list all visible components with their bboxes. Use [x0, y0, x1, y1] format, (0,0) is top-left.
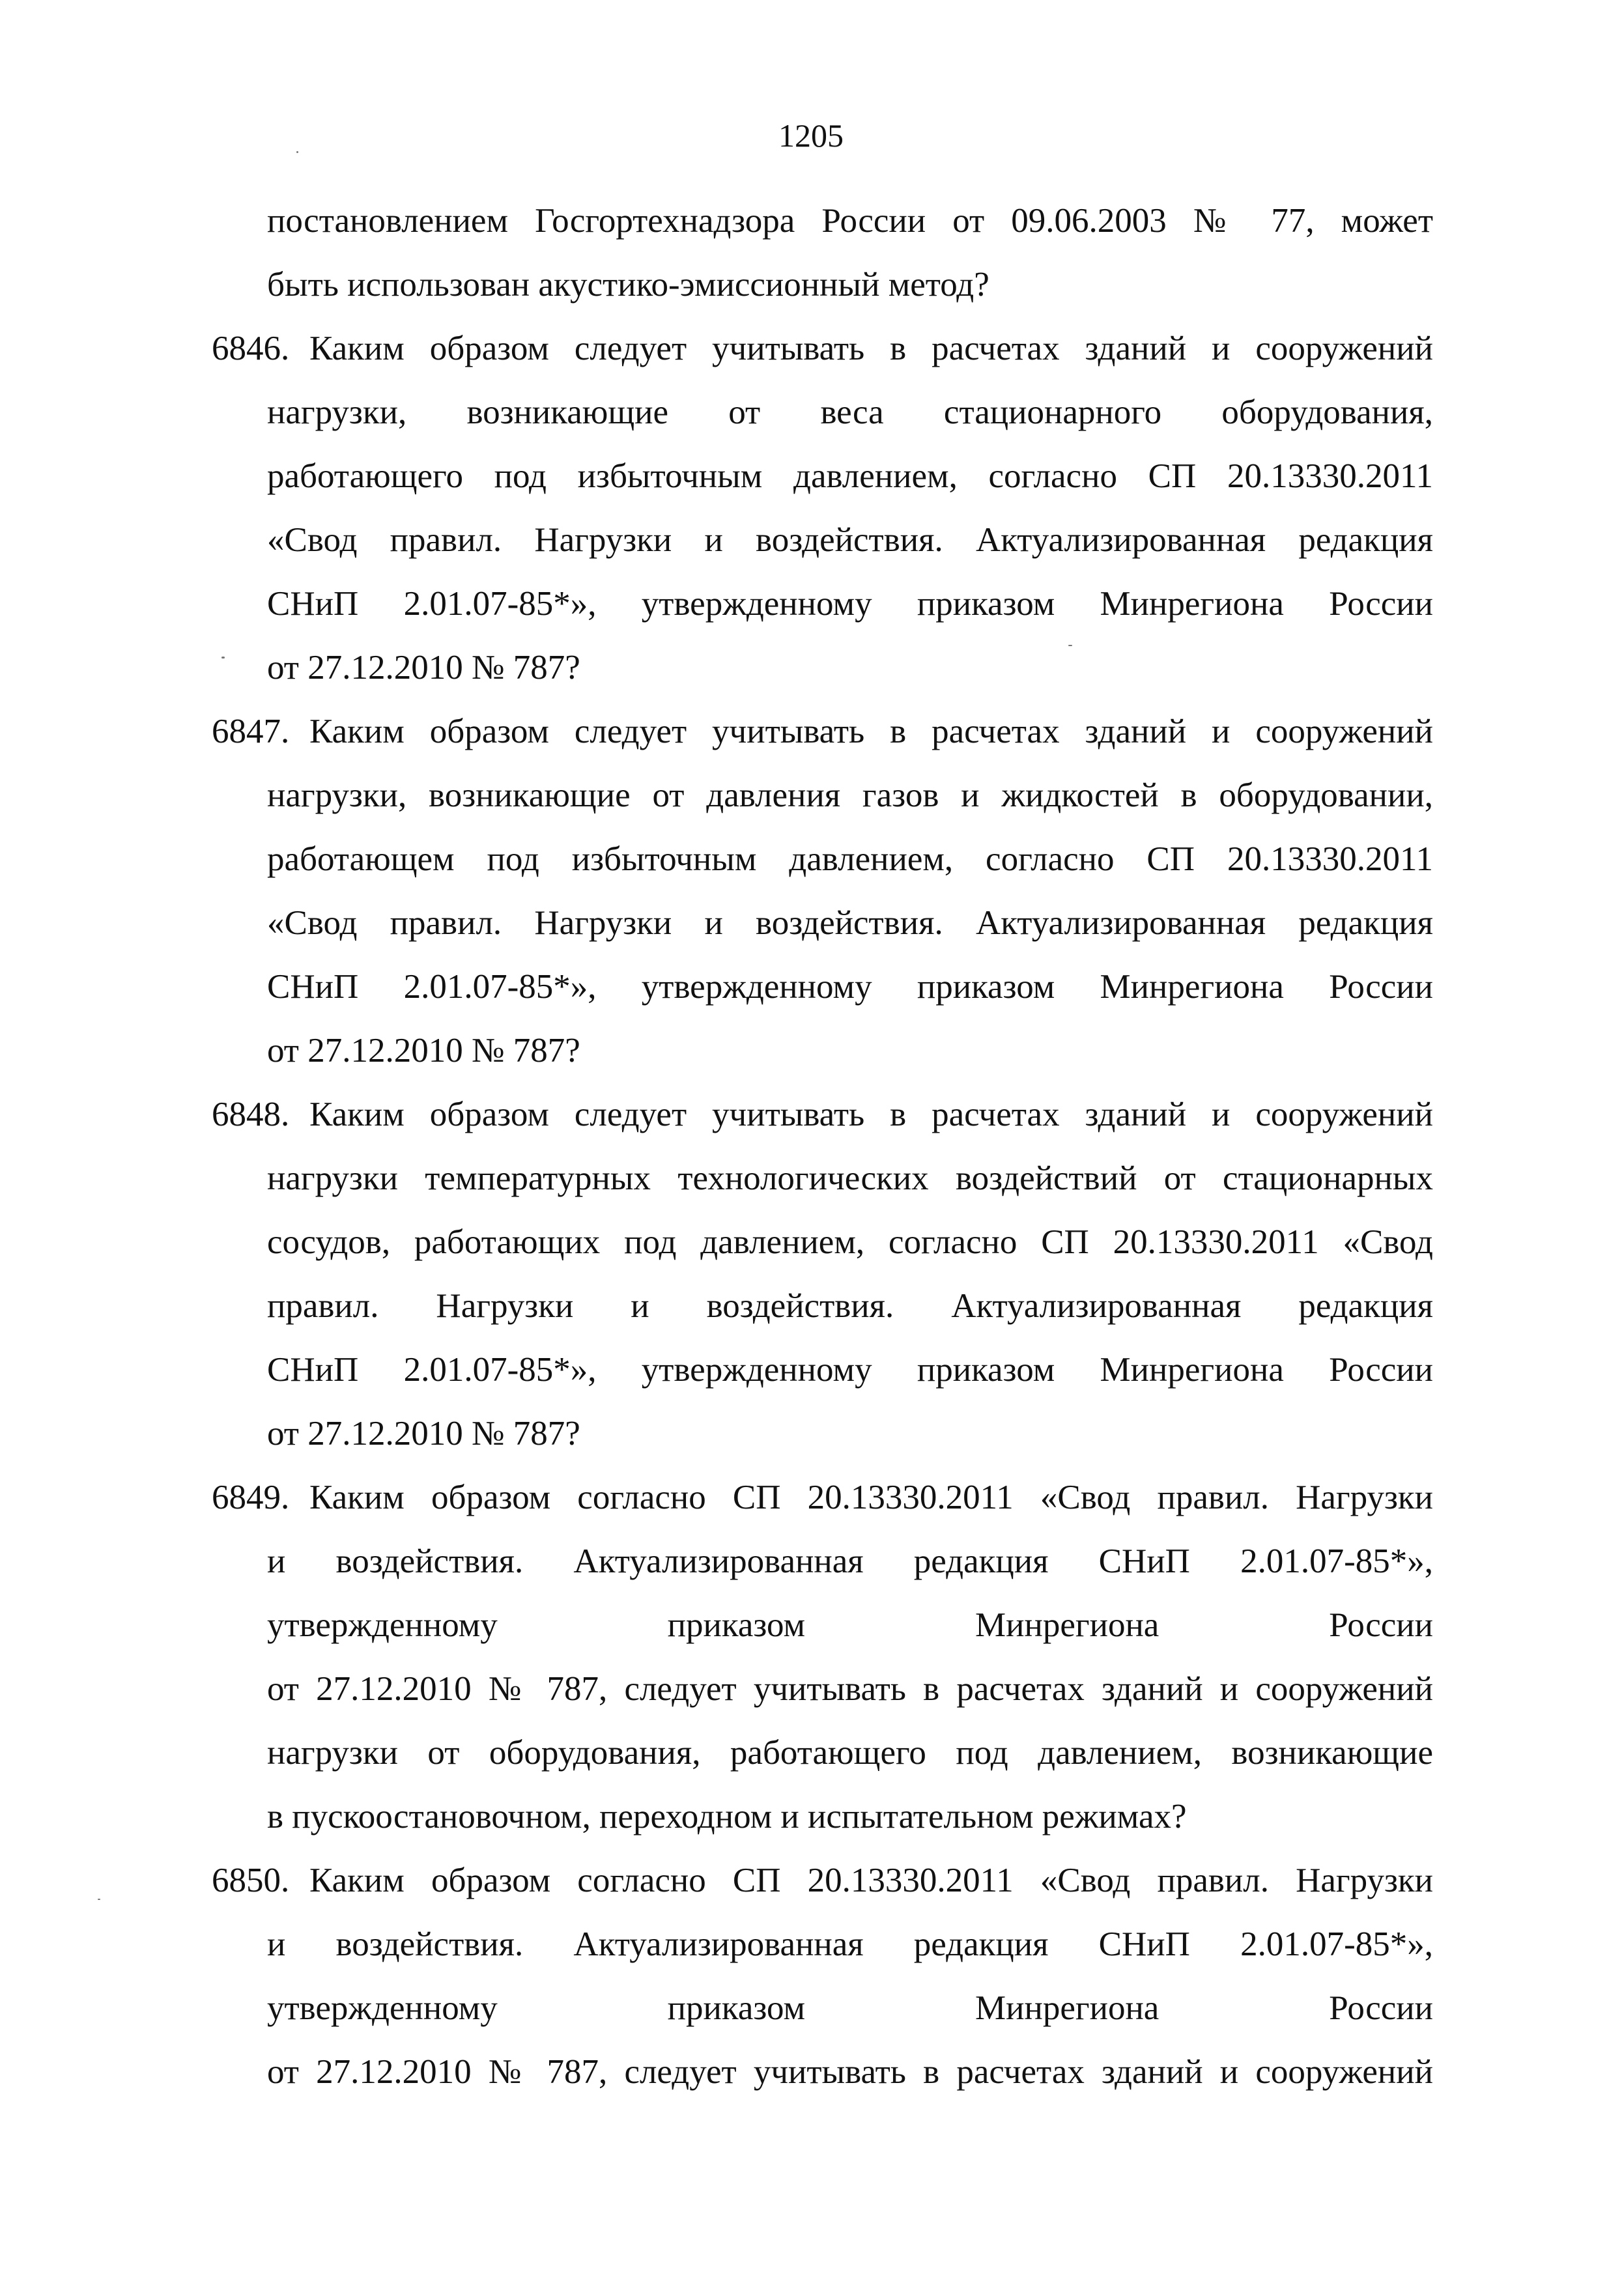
- question-number: 6848.: [212, 1096, 290, 1133]
- text-line: быть использован акустико-эмиссионный метод?: [267, 266, 989, 304]
- question-item: [212, 1849, 1433, 2104]
- scan-speck: [296, 151, 298, 153]
- text-line: и воздействия. Актуализированная редакция СНиП 2.01.07-85*»,: [267, 1925, 1433, 1963]
- text-line: работающего под избыточным давлением, согласно СП 20.13330.2011: [267, 457, 1433, 495]
- text-line: сосудов, работающих под давлением, согласно СП 20.13330.2011 «Свод: [267, 1223, 1433, 1261]
- text-line: Каким образом следует учитывать в расчетах зданий и сооружений: [309, 1096, 1433, 1133]
- text-line: нагрузки, возникающие от давления газов и жидкостей в оборудовании,: [267, 776, 1433, 814]
- text-line: Каким образом следует учитывать в расчетах зданий и сооружений: [309, 713, 1433, 750]
- text-line: от 27.12.2010 № 787?: [267, 1415, 580, 1453]
- text-line: от 27.12.2010 № 787?: [267, 1032, 580, 1070]
- text-line: утвержденному приказом Минрегиона России: [267, 1989, 1433, 2027]
- text-line: «Свод правил. Нагрузки и воздействия. Актуализированная редакция: [267, 904, 1433, 942]
- question-number: 6849.: [212, 1479, 290, 1516]
- scan-speck: [98, 1899, 100, 1900]
- text-line: постановлением Госгортехнадзора России от 09.06.2003 № 77, может: [267, 202, 1433, 240]
- text-line: от 27.12.2010 № 787, следует учитывать в расчетах зданий и сооружений: [267, 1670, 1433, 1708]
- text-line: в пускоостановочном, переходном и испытательном режимах?: [267, 1798, 1187, 1835]
- text-line: от 27.12.2010 № 787?: [267, 649, 580, 687]
- document-body: [212, 189, 1433, 2104]
- text-line: работающем под избыточным давлением, согласно СП 20.13330.2011: [267, 840, 1433, 878]
- text-line: нагрузки от оборудования, работающего под давлением, возникающие: [267, 1734, 1433, 1772]
- text-line: Каким образом следует учитывать в расчетах зданий и сооружений: [309, 330, 1433, 367]
- question-number: 6847.: [212, 713, 290, 750]
- question-number: 6850.: [212, 1862, 290, 1899]
- text-line: и воздействия. Актуализированная редакция СНиП 2.01.07-85*»,: [267, 1542, 1433, 1580]
- text-line: утвержденному приказом Минрегиона России: [267, 1606, 1433, 1644]
- question-item: [212, 1083, 1433, 1466]
- text-line: Каким образом согласно СП 20.13330.2011 «Свод правил. Нагрузки: [309, 1862, 1433, 1899]
- question-number: 6846.: [212, 330, 290, 367]
- text-line: Каким образом согласно СП 20.13330.2011 «Свод правил. Нагрузки: [309, 1479, 1433, 1516]
- text-line: нагрузки, возникающие от веса стационарного оборудования,: [267, 393, 1433, 431]
- text-line: нагрузки температурных технологических воздействий от стационарных: [267, 1159, 1433, 1197]
- text-line: СНиП 2.01.07-85*», утвержденному приказом Минрегиона России: [267, 585, 1433, 623]
- continued-paragraph: [212, 189, 1433, 317]
- question-item: [212, 317, 1433, 700]
- question-item: [212, 700, 1433, 1083]
- text-line: «Свод правил. Нагрузки и воздействия. Актуализированная редакция: [267, 521, 1433, 559]
- page-number: 1205: [778, 117, 844, 154]
- text-line: СНиП 2.01.07-85*», утвержденному приказом Минрегиона России: [267, 1351, 1433, 1389]
- text-line: СНиП 2.01.07-85*», утвержденному приказом Минрегиона России: [267, 968, 1433, 1006]
- text-line: от 27.12.2010 № 787, следует учитывать в расчетах зданий и сооружений: [267, 2053, 1433, 2091]
- question-item: [212, 1466, 1433, 1849]
- text-line: правил. Нагрузки и воздействия. Актуализированная редакция: [267, 1287, 1433, 1325]
